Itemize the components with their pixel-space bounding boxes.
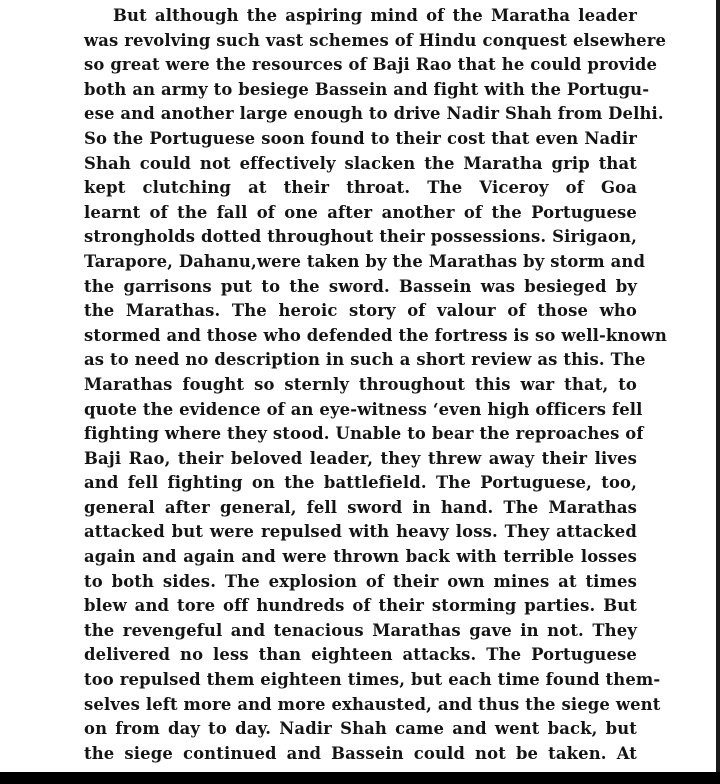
text-line: Baji Rao, their beloved leader, they threw away their lives	[84, 448, 637, 468]
text-line: But although the aspiring mind of the Maratha leader	[113, 6, 637, 25]
text-line: delivered no less than eighteen attacks. The Portuguese	[84, 645, 637, 665]
text-line: kept clutching at their throat. The Viceroy of Goa	[84, 178, 637, 198]
text-line: Shah could not effectively slacken the Maratha grip that	[84, 153, 637, 173]
text-line: attacked but were repulsed with heavy loss. They attacked	[84, 522, 637, 542]
page-edge-shadow	[716, 0, 720, 784]
text-line: the revengeful and tenacious Marathas gave in not. They	[84, 620, 637, 640]
scan-bottom-border	[0, 772, 720, 784]
text-line: Tarapore, Dahanu,were taken by the Marathas by storm and	[84, 251, 646, 271]
text-line: So the Portuguese soon found to their cost that even Nadir	[84, 128, 637, 148]
text-line: stormed and those who defended the fortress is so well-known	[84, 325, 667, 345]
text-line: was revolving such vast schemes of Hindu conquest elsewhere	[84, 30, 667, 50]
body-paragraph	[84, 4, 667, 766]
text-line: the Marathas. The heroic story of valour of those who	[84, 301, 637, 321]
text-line: blew and tore off hundreds of their storming parties. But	[84, 596, 637, 616]
text-line: learnt of the fall of one after another of the Portuguese	[84, 202, 637, 222]
text-line: quote the evidence of an eye-witness ‘even high officers fell	[84, 399, 643, 419]
text-line: Marathas fought so sternly throughout this war that, to	[84, 374, 637, 394]
text-line: both an army to besiege Bassein and fight with the Portugu-	[84, 79, 650, 99]
text-line: selves left more and more exhausted, and thus the siege went	[84, 694, 661, 714]
text-line: again and again and were thrown back with terrible losses	[84, 547, 637, 567]
text-line: the garrisons put to the sword. Bassein was besieged by	[84, 276, 637, 296]
text-line: fighting where they stood. Unable to bear the reproaches of	[84, 424, 644, 444]
text-line: general after general, fell sword in hand. The Marathas	[84, 497, 637, 517]
text-line: strongholds dotted throughout their possessions. Sirigaon,	[84, 227, 638, 247]
text-line: too repulsed them eighteen times, but each time found them-	[84, 670, 661, 690]
text-line: ese and another large enough to drive Nadir Shah from Delhi.	[84, 104, 664, 124]
text-line: to both sides. The explosion of their own mines at times	[84, 571, 637, 591]
text-line: and fell fighting on the battlefield. The Portuguese, too,	[84, 473, 637, 493]
text-line: as to need no description in such a short review as this. The	[84, 350, 646, 370]
text-line: on from day to day. Nadir Shah came and went back, but	[84, 719, 637, 739]
text-line: so great were the resources of Baji Rao that he could provide	[84, 55, 658, 75]
text-line: the siege continued and Bassein could not be taken. At	[84, 743, 637, 763]
